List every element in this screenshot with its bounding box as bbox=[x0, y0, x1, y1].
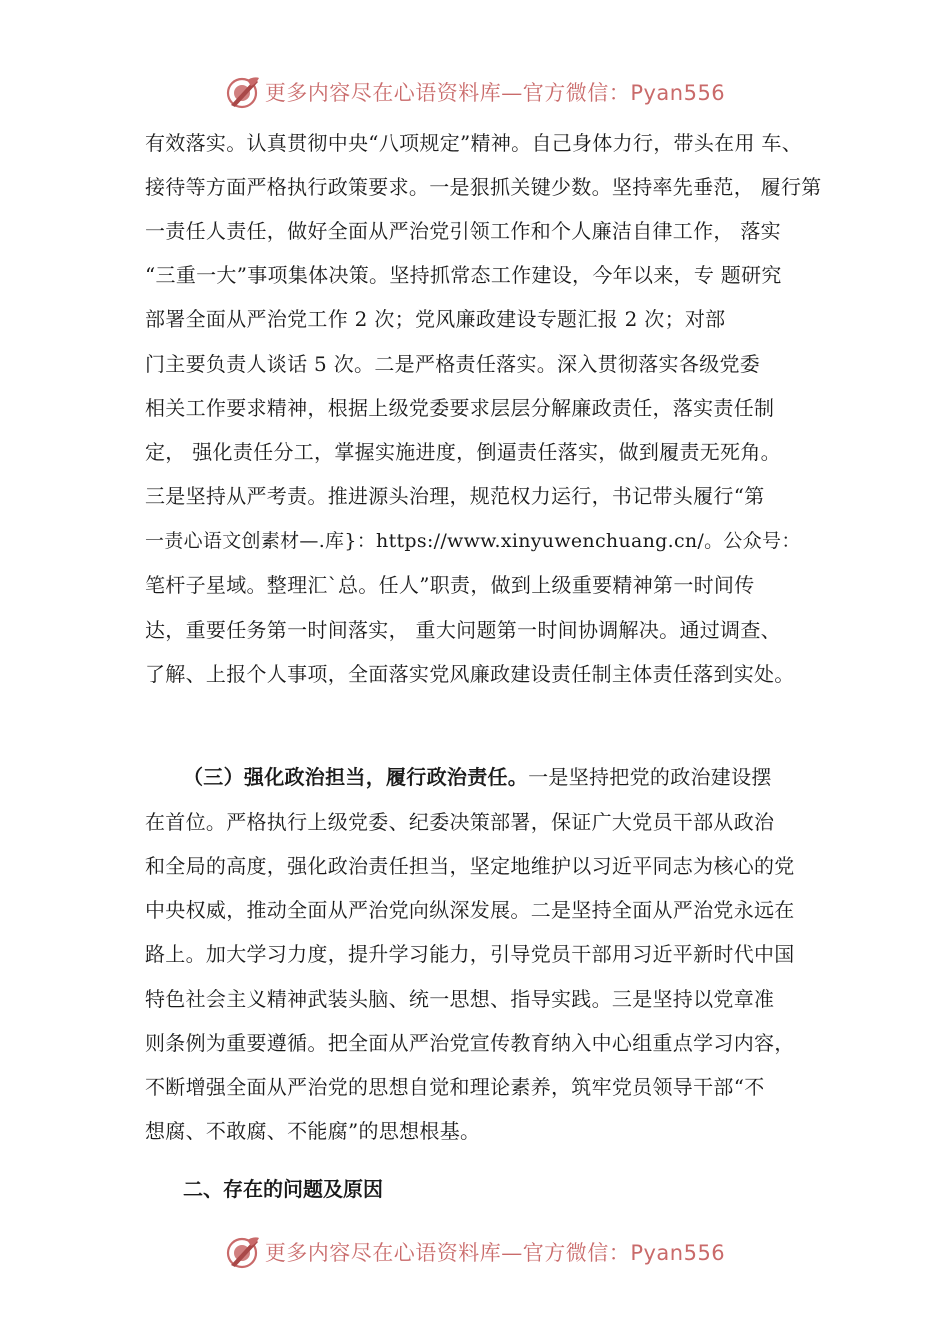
text-line: 接待等方面严格执行政策要求。一是狠抓关键少数。坚持率先垂范， 履行第 bbox=[145, 175, 822, 199]
text-line: 门主要负责人谈话 5 次。二是严格责任落实。深入贯彻落实各级党委 bbox=[145, 352, 761, 376]
text-line: 特色社会主义精神武装头脑、统一思想、指导实践。三是坚持以党章准 bbox=[145, 987, 775, 1011]
text-line: 有效落实。认真贯彻中央“八项规定”精神。自己身体力行，带头在用 车、 bbox=[145, 131, 803, 155]
text-line: 相关工作要求精神，根据上级党委要求层层分解廉政责任，落实责任制 bbox=[145, 396, 775, 420]
quill-logo-icon bbox=[225, 74, 261, 110]
text-line: 则条例为重要遵循。把全面从严治党宣传教育纳入中心组重点学习内容， bbox=[145, 1031, 795, 1055]
text-line: 定， 强化责任分工，掌握实施进度，倒逼责任落实，做到履责无死角。 bbox=[145, 440, 781, 464]
text-line: 了解、上报个人事项，全面落实党风廉政建设责任制主体责任落到实处。 bbox=[145, 662, 795, 686]
text-line: 想腐、不敢腐、不能腐”的思想根基。 bbox=[145, 1119, 481, 1143]
header-banner bbox=[0, 72, 950, 112]
text-line: 三是坚持从严考责。推进源头治理，规范权力运行，书记带头履行“第 bbox=[145, 484, 765, 508]
quill-logo-icon bbox=[225, 1234, 261, 1270]
subsection-title: （三）强化政治担当，履行政治责任。 bbox=[183, 765, 529, 789]
text-line: 路上。加大学习力度，提升学习能力，引导党员干部用习近平新时代中国 bbox=[145, 942, 795, 966]
paragraph-lead-line: （三）强化政治担当，履行政治责任。一是坚持把党的政治建设摆 bbox=[183, 765, 772, 789]
text-line: 笔杆子星域。整理汇`总。任人”职责，做到上级重要精神第一时间传 bbox=[145, 573, 755, 597]
text-line: 一责任人责任，做好全面从严治党引领工作和个人廉洁自律工作， 落实 bbox=[145, 219, 781, 243]
banner-text: 更多内容尽在心语资料库—官方微信：Pyan556 bbox=[264, 1241, 726, 1265]
section-heading: 二、存在的问题及原因 bbox=[183, 1177, 383, 1201]
text-line: 和全局的高度，强化政治责任担当，坚定地维护以习近平同志为核心的党 bbox=[145, 854, 795, 878]
banner-text: 更多内容尽在心语资料库—官方微信：Pyan556 bbox=[264, 81, 726, 105]
text-line: “三重一大”事项集体决策。坚持抓常态工作建设，今年以来，专 题研究 bbox=[145, 263, 782, 287]
text-line: 部署全面从严治党工作 2 次；党风廉政建设专题汇报 2 次；对部 bbox=[145, 307, 726, 331]
text-line: 不断增强全面从严治党的思想自觉和理论素养，筑牢党员领导干部“不 bbox=[145, 1075, 765, 1099]
text-line: 达，重要任务第一时间落实， 重大问题第一时间协调解决。通过调查、 bbox=[145, 618, 781, 642]
wechat-id: Pyan556 bbox=[630, 81, 726, 105]
text-line: 一责心语文创素材—.库}：https://www.xinyuwenchuang.cn/。公众号： bbox=[145, 530, 801, 552]
text-line: 在首位。严格执行上级党委、纪委决策部署，保证广大党员干部从政治 bbox=[145, 810, 775, 834]
wechat-id: Pyan556 bbox=[630, 1241, 726, 1265]
text-line: 中央权威，推动全面从严治党向纵深发展。二是坚持全面从严治党永远在 bbox=[145, 898, 795, 922]
footer-banner bbox=[0, 1232, 950, 1272]
